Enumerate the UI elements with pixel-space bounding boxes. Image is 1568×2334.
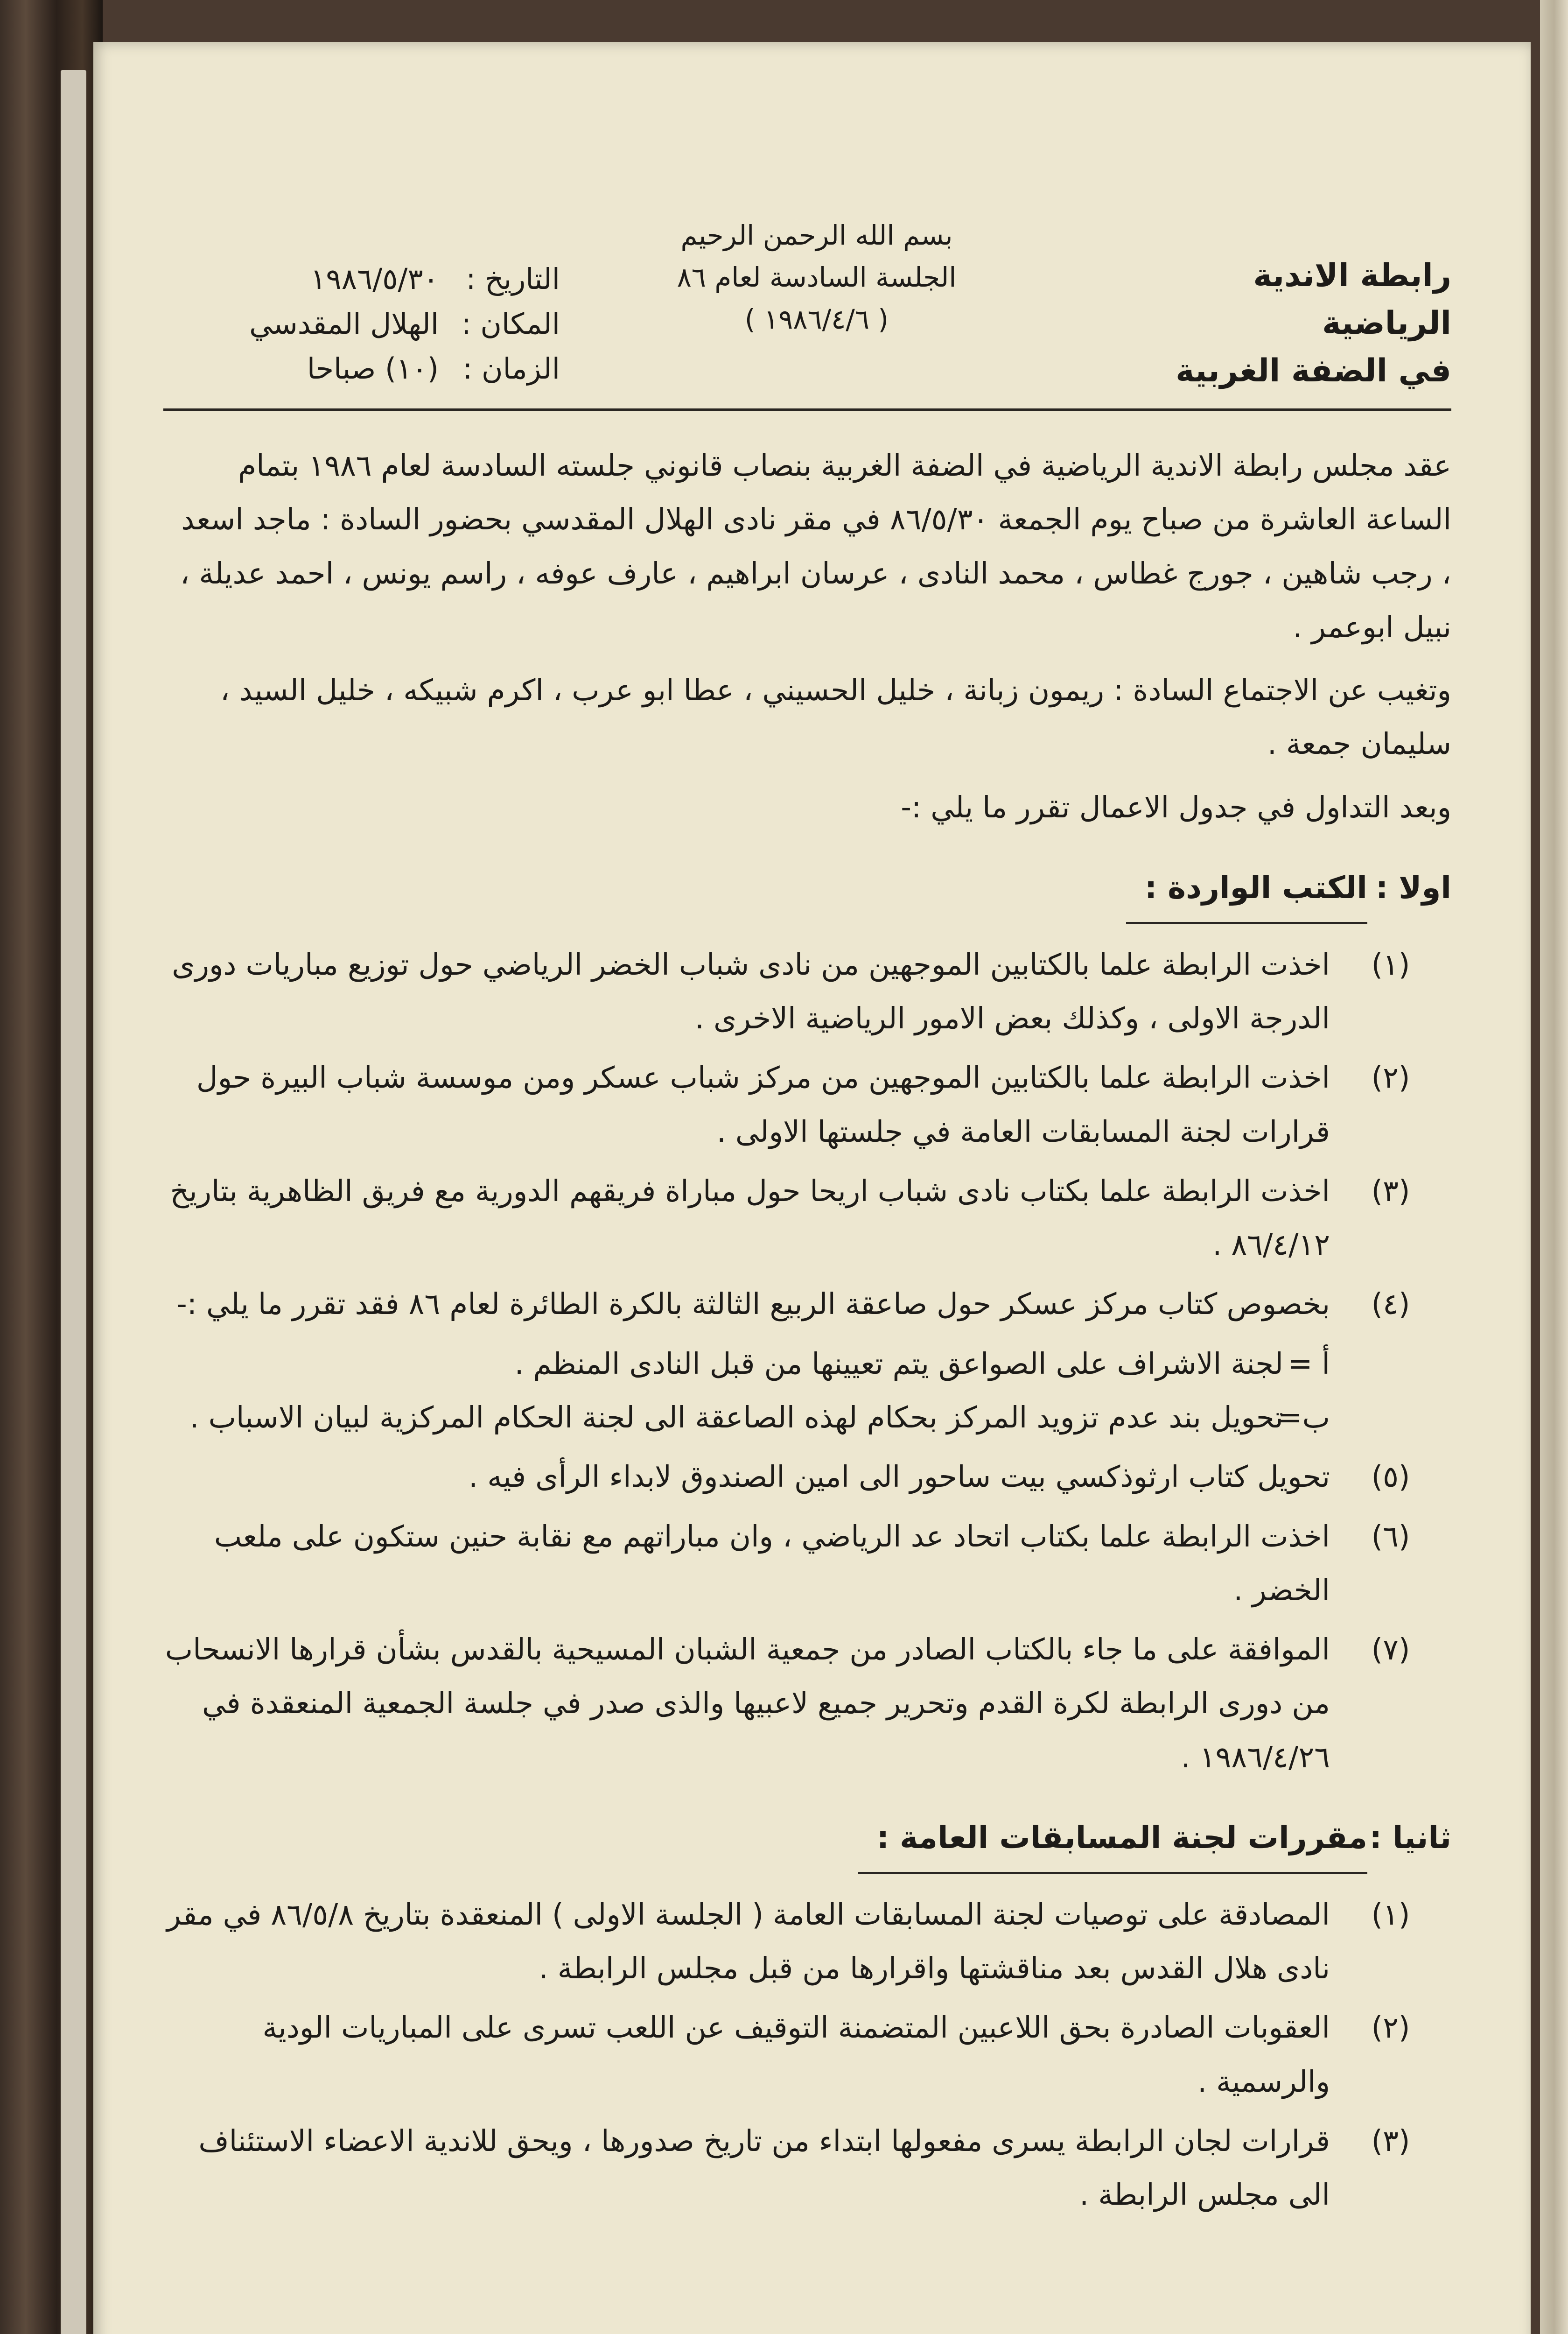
date-value: ١٩٨٦/٥/٣٠ xyxy=(310,262,439,296)
sub-item-letter: ب= xyxy=(1277,1400,1330,1434)
place-row xyxy=(163,302,560,346)
time-label: الزمان : xyxy=(462,352,560,386)
organization-name xyxy=(1134,252,1451,395)
item-text: بخصوص كتاب مركز عسكر حول صاعقة الربيع الثالثة بالكرة الطائرة لعام ٨٦ فقد تقرر ما يلي :- xyxy=(176,1287,1330,1322)
item-number: (٧) xyxy=(1371,1632,1410,1667)
section-1-heading xyxy=(163,860,1451,924)
list-item xyxy=(163,2114,1451,2222)
item-number: (٢) xyxy=(1371,1061,1410,1095)
sub-item xyxy=(163,1337,1330,1391)
item-number: (١) xyxy=(1371,947,1410,982)
date-label: التاريخ : xyxy=(466,262,560,296)
section-2-number: ثانيا : xyxy=(1369,1819,1451,1856)
session-heading xyxy=(593,215,1041,341)
meeting-info xyxy=(163,257,560,391)
list-item xyxy=(163,1510,1451,1617)
item-text: المصادقة على توصيات لجنة المسابقات العامة ( الجلسة الاولى ) المنعقدة بتاريخ ٨٦/٥/٨ في مقر نادى هلال القدس بعد مناقشتها واقرارها من قبل مجلس الرابطة . xyxy=(167,1897,1330,1985)
item-number: (٥) xyxy=(1371,1460,1410,1494)
item-text: اخذت الرابطة علما بكتاب اتحاد عد الرياضي ، وان مباراتهم مع نقابة حنين ستكون على ملعب الخضر . xyxy=(214,1519,1330,1607)
sub-item-text: تحويل بند عدم تزويد المركز بحكام لهذه الصاعقة الى لجنة الحكام المركزية لبيان الاسباب . xyxy=(189,1400,1283,1434)
header-divider xyxy=(163,408,1451,411)
item-number: (٦) xyxy=(1371,1519,1410,1554)
item-text: الموافقة على ما جاء بالكتاب الصادر من جمعية الشبان المسيحية بالقدس بشأن قرارها الانسحاب من دورى الرابطة لكرة القدم وتحرير جميع لاعبيها والذى صدر في جلسة الجمعية المنعقدة في ١٩٨٦/٤/٢٦ . xyxy=(165,1632,1330,1774)
intro-attendance: عقد مجلس رابطة الاندية الرياضية في الضفة الغربية بنصاب قانوني جلسته السادسة لعام ١٩٨٦ بتمام الساعة العاشرة من صباح يوم الجمعة ٨٦/٥/٣٠ في مقر نادى الهلال المقدسي بحضور السادة : ماجد اسعد ، رجب شاهين ، جورج غطاس ، محمد النادى ، عرسان ابراهيم ، عارف عوفه ، راسم يونس ، احمد عديلة ، نبيل ابوعمر . xyxy=(180,449,1451,644)
item-text: اخذت الرابطة علما بالكتابين الموجهين من نادى شباب الخضر الرياضي حول توزيع مباريات دورى الدرجة الاولى ، وكذلك بعض الامور الرياضية الاخرى . xyxy=(172,947,1330,1036)
book-binding xyxy=(0,0,103,2334)
item-text: العقوبات الصادرة بحق اللاعبين المتضمنة التوقيف عن اللعب تسرى على المباريات الودية والرسمية . xyxy=(262,2011,1330,2099)
item-number: (٣) xyxy=(1371,2123,1410,2158)
minutes-body xyxy=(163,439,1451,2227)
document-content xyxy=(163,196,1451,2334)
org-line-1: رابطة الاندية الرياضية xyxy=(1253,257,1451,342)
list-item xyxy=(163,938,1451,1046)
list-item xyxy=(163,1164,1451,1272)
list-item xyxy=(163,1888,1451,1996)
item-number: (٤) xyxy=(1371,1287,1410,1322)
document-page xyxy=(93,42,1531,2334)
list-item xyxy=(163,2001,1451,2109)
session-date: ( ١٩٨٦/٤/٦ ) xyxy=(744,303,889,335)
session-title: الجلسة السادسة لعام ٨٦ xyxy=(677,261,957,293)
sub-item-text: لجنة الاشراف على الصواعق يتم تعيينها من قبل النادى المنظم . xyxy=(514,1346,1283,1381)
intro-decisions: وبعد التداول في جدول الاعمال تقرر ما يلي :- xyxy=(901,790,1451,824)
intro-absent: وتغيب عن الاجتماع السادة : ريمون زبانة ، خليل الحسيني ، عطا ابو عرب ، اكرم شبيكه ، خليل السيد ، سليمان جمعة . xyxy=(220,673,1451,761)
section-2-heading xyxy=(163,1810,1451,1874)
org-line-2: في الضفة الغربية xyxy=(1176,352,1451,389)
item-text: اخذت الرابطة علما بكتاب نادى شباب اريحا حول مباراة فريقهم الدورية مع فريق الظاهرية بتاريخ ٨٦/٤/١٢ . xyxy=(170,1174,1330,1262)
item-number: (٢) xyxy=(1371,2011,1410,2045)
time-row xyxy=(163,346,560,391)
sub-item xyxy=(163,1391,1330,1444)
section-1-title: الكتب الواردة : xyxy=(1126,860,1367,924)
sub-item-letter: أ = xyxy=(1288,1346,1330,1381)
page-edge xyxy=(1540,0,1568,2334)
item-number: (١) xyxy=(1371,1897,1410,1932)
date-row xyxy=(163,257,560,302)
list-item xyxy=(163,1623,1451,1784)
item-number: (٣) xyxy=(1371,1174,1410,1208)
section-2-title: مقررات لجنة المسابقات العامة : xyxy=(858,1810,1367,1874)
binding-edge xyxy=(61,70,86,2334)
item-text: تحويل كتاب ارثوذكسي بيت ساحور الى امين الصندوق لابداء الرأى فيه . xyxy=(469,1460,1330,1494)
list-item xyxy=(163,1051,1451,1159)
basmala: بسم الله الرحمن الرحيم xyxy=(680,219,953,251)
item-text: قرارات لجان الرابطة يسرى مفعولها ابتداء من تاريخ صدورها ، ويحق للاندية الاعضاء الاستئناف الى مجلس الرابطة . xyxy=(198,2123,1330,2212)
section-1-number: اولا : xyxy=(1375,869,1451,906)
list-item xyxy=(163,1450,1451,1504)
time-value: (١٠) صباحا xyxy=(307,352,439,386)
place-label: المكان : xyxy=(461,307,560,341)
item-text: اخذت الرابطة علما بالكتابين الموجهين من مركز شباب عسكر ومن موسسة شباب البيرة حول قرارات لجنة المسابقات العامة في جلستها الاولى . xyxy=(196,1061,1330,1149)
place-value: الهلال المقدسي xyxy=(249,307,439,341)
list-item xyxy=(163,1277,1451,1331)
